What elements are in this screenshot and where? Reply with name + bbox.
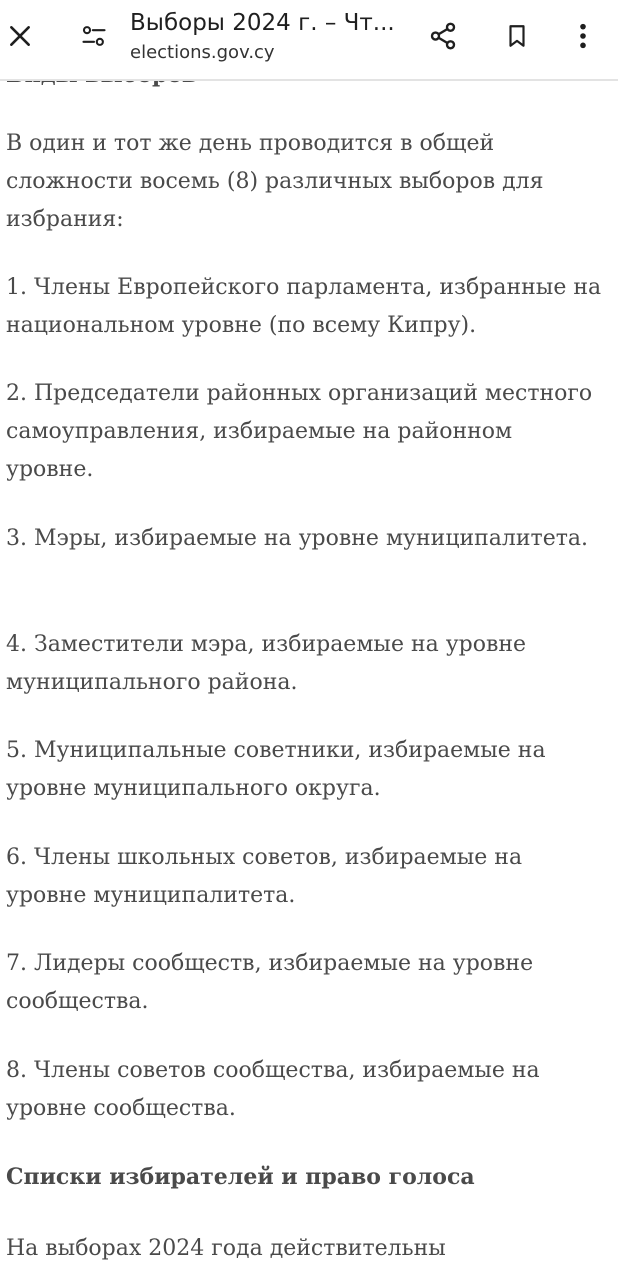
list-item: 1. Члены Европейского парламента, избранные на национальном уровне (по всему Кипру). (6, 275, 602, 338)
close-icon (7, 23, 33, 49)
last-paragraph: На выборах 2024 года действительны (6, 1236, 446, 1261)
more-vert-icon (578, 22, 588, 50)
list-item: 4. Заместители мэра, избираемые на уровне муниципального района. (6, 632, 527, 695)
list-item: 5. Муниципальные советники, избираемые на уровне муниципального округа. (6, 738, 546, 801)
list-item: 7. Лидеры сообществ, избираемые на уровне сообщества. (6, 951, 534, 1014)
title-block[interactable] (130, 6, 405, 66)
custom-tab-toolbar (0, 0, 618, 81)
list-item: 6. Члены школьных советов, избираемые на уровне муниципалитета. (6, 845, 523, 908)
list-item: 8. Члены советов сообщества, избираемые на уровне сообщества. (6, 1058, 540, 1121)
page-settings-button[interactable] (70, 12, 118, 60)
list-item: 3. Мэры, избираемые на уровне муниципалитета. (6, 526, 589, 551)
share-icon (428, 21, 458, 51)
bookmark-button[interactable] (493, 12, 541, 60)
share-button[interactable] (419, 12, 467, 60)
more-options-button[interactable] (559, 12, 607, 60)
bookmark-icon (504, 22, 530, 50)
page-url: elections.gov.cy (130, 42, 275, 63)
page-title: Выборы 2024 г. – Чт... (130, 10, 395, 36)
list-item: 2. Председатели районных организаций местного самоуправления, избираемые на районном уровне. (6, 381, 593, 482)
intro-paragraph: В один и тот же день проводится в общей сложности восемь (8) различных выборов для избрания: (6, 131, 544, 232)
tune-icon (80, 22, 108, 50)
section-heading-voter-lists: Списки избирателей и право голоса (6, 1164, 475, 1190)
close-button[interactable] (0, 12, 44, 60)
